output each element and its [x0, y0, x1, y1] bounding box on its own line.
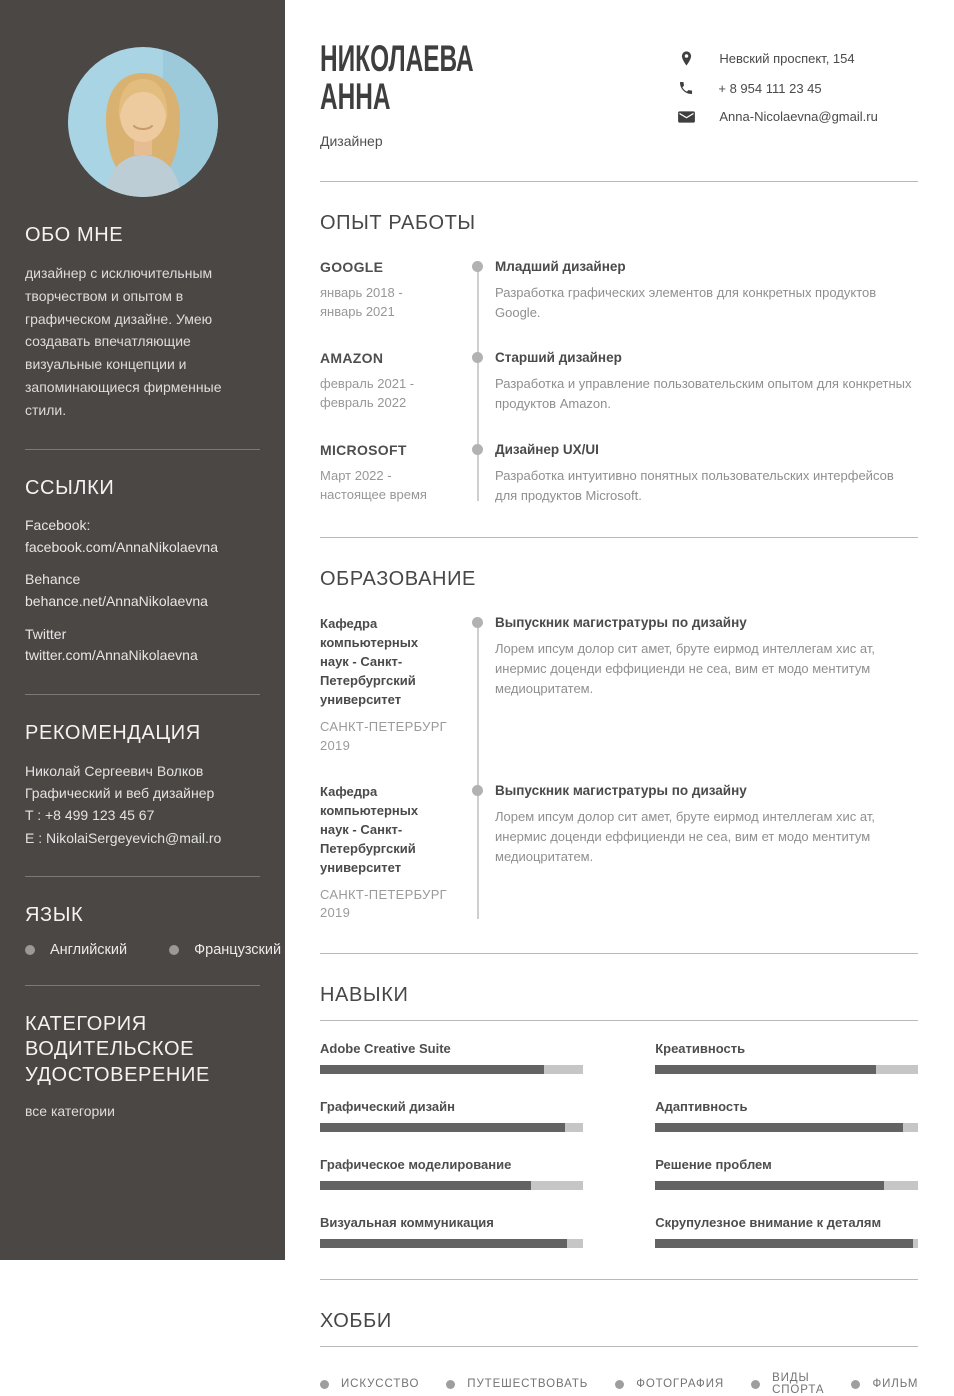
degree-title: Выпускник магистратуры по дизайну: [495, 783, 747, 799]
skill-bar-track: [320, 1181, 583, 1190]
school-place-year: САНКТ-ПЕТЕРБУРГ 2019: [320, 886, 448, 921]
about-section: [25, 197, 260, 422]
skill-bar-fill: [320, 1239, 567, 1248]
hobby-item: [446, 1372, 588, 1396]
skill-label: Решение проблем: [655, 1157, 772, 1173]
timeline-dot-icon: [472, 617, 483, 628]
language-title: ЯЗЫК: [25, 904, 84, 927]
recommendation-name: Николай Сергеевич Волков: [25, 762, 204, 779]
phone-icon: [678, 80, 694, 96]
education-entry: [320, 783, 918, 923]
hobby-label: ПУТЕШЕСТВОВАТЬ: [467, 1378, 589, 1391]
link-label: Facebook:: [25, 516, 91, 533]
language-label: Английский: [50, 941, 128, 958]
job-role: Дизайнер: [320, 132, 383, 149]
recommendation-role: Графический и веб дизайнер: [25, 784, 215, 801]
experience-entry: [320, 442, 918, 506]
company-name: MICROSOFT: [320, 441, 407, 458]
skill-item: [320, 1157, 583, 1190]
location-pin-icon: [678, 50, 695, 67]
experience-entry: [320, 350, 918, 414]
hobby-label: ФИЛЬМ: [872, 1378, 919, 1391]
entry-detail: [495, 259, 918, 323]
link-url[interactable]: facebook.com/AnnaNikolaevna: [25, 538, 219, 555]
contact-address-row: [678, 50, 918, 67]
skill-label: Скрупулезное внимание к деталям: [655, 1215, 882, 1231]
timeline-dot-icon: [472, 352, 483, 363]
skill-bar-track: [655, 1239, 918, 1248]
skill-item: [655, 1157, 918, 1190]
skill-bar-track: [320, 1239, 583, 1248]
contact-block: [678, 40, 918, 149]
bullet-icon: [169, 945, 179, 955]
school-place-year: САНКТ-ПЕТЕРБУРГ 2019: [320, 718, 448, 753]
skills-grid: [320, 1041, 918, 1248]
hobby-label: ВИДЫ СПОРТА: [772, 1372, 825, 1396]
email-text[interactable]: Anna-Nicolaevna@gmail.ru: [719, 109, 878, 124]
driving-license-section: [25, 986, 260, 1119]
skill-bar-track: [655, 1123, 918, 1132]
timeline-dot-icon: [472, 785, 483, 796]
language-list: [25, 941, 282, 958]
timeline-dot-icon: [472, 444, 483, 455]
position-description: Разработка графических элементов для конкретных продуктов Google.: [495, 284, 877, 320]
education-timeline: [320, 615, 918, 923]
links-section: [25, 450, 260, 667]
language-item: [169, 942, 281, 958]
skill-label: Адаптивность: [655, 1099, 748, 1115]
degree-description: Лорем ипсум долор сит амет, бруте еирмод интеллегам хис ат, инермис доценди еффициенди не сеа, вим ет модо ментитум медиоцритатем.: [495, 809, 875, 864]
skills-title: НАВЫКИ: [320, 984, 409, 1007]
skill-item: [655, 1041, 918, 1074]
contact-phone-row: [678, 80, 918, 96]
skill-bar-fill: [655, 1239, 913, 1248]
education-entry: [320, 615, 918, 755]
recommendation-email[interactable]: E : NikolaiSergeyevich@mail.ro: [25, 829, 222, 846]
hobby-item: [615, 1372, 724, 1396]
link-label: Twitter: [25, 625, 67, 642]
about-text: дизайнер с исключительным творчеством и опытом в графическом дизайне. Умею создавать впечатляющие визуальные концепции и запоминающиеся фирменные стили.: [25, 264, 222, 419]
position-title: Старший дизайнер: [495, 350, 622, 366]
entry-detail: [495, 442, 918, 506]
company-name: AMAZON: [320, 350, 384, 367]
driving-license-value: все категории: [25, 1102, 115, 1119]
skill-item: [655, 1215, 918, 1248]
link-item-twitter: [25, 624, 260, 667]
language-label: Французский: [194, 941, 282, 958]
language-item: [25, 942, 127, 958]
degree-title: Выпускник магистратуры по дизайну: [495, 615, 747, 631]
bullet-icon: [615, 1380, 624, 1389]
hobby-item: [320, 1372, 419, 1396]
work-period: январь 2018 - январь 2021: [320, 284, 403, 319]
link-label: Behance: [25, 571, 81, 588]
experience-entry: [320, 259, 918, 323]
entry-meta: [320, 350, 448, 414]
entry-meta: [320, 442, 448, 506]
education-title: ОБРАЗОВАНИЕ: [320, 568, 476, 591]
hobbies-title: ХОББИ: [320, 1310, 392, 1333]
recommendation-title: РЕКОМЕНДАЦИЯ: [25, 721, 201, 744]
about-title: ОБО МНЕ: [25, 224, 124, 246]
link-item-facebook: [25, 515, 260, 558]
school-name: Кафедра компьютерных наук - Санкт-Петербургский университет: [320, 784, 419, 875]
section-skills: [320, 954, 918, 1280]
company-name: GOOGLE: [320, 258, 384, 275]
profile-photo: [68, 47, 218, 197]
timeline-dot-icon: [472, 261, 483, 272]
skill-bar-track: [320, 1065, 583, 1074]
entry-meta: [320, 615, 448, 755]
work-period: Март 2022 - настоящее время: [320, 467, 427, 502]
skill-label: Графическое моделирование: [320, 1157, 512, 1173]
hobby-label: ИСКУССТВО: [341, 1378, 420, 1391]
avatar: [68, 47, 218, 197]
section-experience: [320, 182, 918, 539]
experience-title: ОПЫТ РАБОТЫ: [320, 211, 476, 234]
experience-timeline: [320, 259, 918, 506]
recommendation-section: [25, 695, 260, 849]
skill-bar-fill: [320, 1123, 565, 1132]
skill-bar-track: [655, 1181, 918, 1190]
position-description: Разработка интуитивно понятных пользовательских интерфейсов для продуктов Microsoft.: [495, 467, 894, 503]
main-content: [285, 0, 954, 1396]
divider: [320, 1020, 918, 1021]
recommendation-phone: T : +8 499 123 45 67: [25, 807, 155, 824]
address-text: Невский проспект, 154: [719, 51, 855, 66]
sidebar: [0, 0, 285, 1260]
divider: [320, 1346, 918, 1347]
skill-item: [320, 1215, 583, 1248]
skill-label: Adobe Creative Suite: [320, 1041, 451, 1057]
entry-meta: [320, 259, 448, 323]
entry-detail: [495, 783, 918, 923]
entry-detail: [495, 615, 918, 755]
page-title: [320, 40, 474, 117]
skill-bar-fill: [655, 1065, 876, 1074]
header: [320, 0, 918, 149]
skill-item: [655, 1099, 918, 1132]
school-name: Кафедра компьютерных наук - Санкт-Петербургский университет: [320, 616, 419, 707]
skill-label: Графический дизайн: [320, 1099, 455, 1115]
bullet-icon: [446, 1380, 455, 1389]
skill-bar-fill: [320, 1065, 544, 1074]
degree-description: Лорем ипсум долор сит амет, бруте еирмод интеллегам хис ат, инермис доценди еффициенди не сеа, вим ет модо ментитум медиоцритатем.: [495, 641, 875, 696]
bullet-icon: [751, 1380, 760, 1389]
skill-bar-fill: [320, 1181, 531, 1190]
skill-bar-fill: [655, 1123, 902, 1132]
position-title: Младший дизайнер: [495, 258, 626, 274]
first-name: АННА: [320, 76, 391, 118]
skill-bar-fill: [655, 1181, 884, 1190]
email-icon: [678, 110, 695, 124]
entry-detail: [495, 350, 918, 414]
work-period: февраль 2021 - февраль 2022: [320, 376, 415, 411]
last-name: НИКОЛАЕВА: [320, 38, 474, 79]
bullet-icon: [320, 1380, 329, 1389]
driving-license-title: КАТЕГОРИЯ ВОДИТЕЛЬСКОЕ УДОСТОВЕРЕНИЕ: [25, 1012, 210, 1086]
link-url[interactable]: twitter.com/AnnaNikolaevna: [25, 647, 198, 664]
link-url[interactable]: behance.net/AnnaNikolaevna: [25, 592, 208, 609]
skill-label: Креативность: [655, 1041, 746, 1057]
hobby-item: [751, 1372, 824, 1396]
skill-bar-track: [320, 1123, 583, 1132]
position-description: Разработка и управление пользовательским опытом для конкретных продуктов Amazon.: [495, 376, 912, 412]
skill-bar-track: [655, 1065, 918, 1074]
skill-label: Визуальная коммуникация: [320, 1215, 494, 1231]
phone-text: + 8 954 111 23 45: [718, 80, 822, 96]
position-title: Дизайнер UX/UI: [495, 441, 599, 457]
links-title: ССЫЛКИ: [25, 477, 115, 500]
skill-item: [320, 1041, 583, 1074]
bullet-icon: [851, 1380, 860, 1389]
bullet-icon: [25, 945, 35, 955]
hobby-label: ФОТОГРАФИЯ: [636, 1378, 725, 1391]
section-education: [320, 538, 918, 954]
skill-item: [320, 1099, 583, 1132]
contact-email-row: [678, 109, 918, 124]
language-section: [25, 877, 282, 958]
hobby-item: [851, 1372, 918, 1396]
link-item-behance: [25, 569, 260, 612]
hobby-list: [320, 1372, 918, 1396]
section-hobbies: [320, 1280, 918, 1396]
name-block: [320, 40, 553, 149]
entry-meta: [320, 783, 448, 923]
